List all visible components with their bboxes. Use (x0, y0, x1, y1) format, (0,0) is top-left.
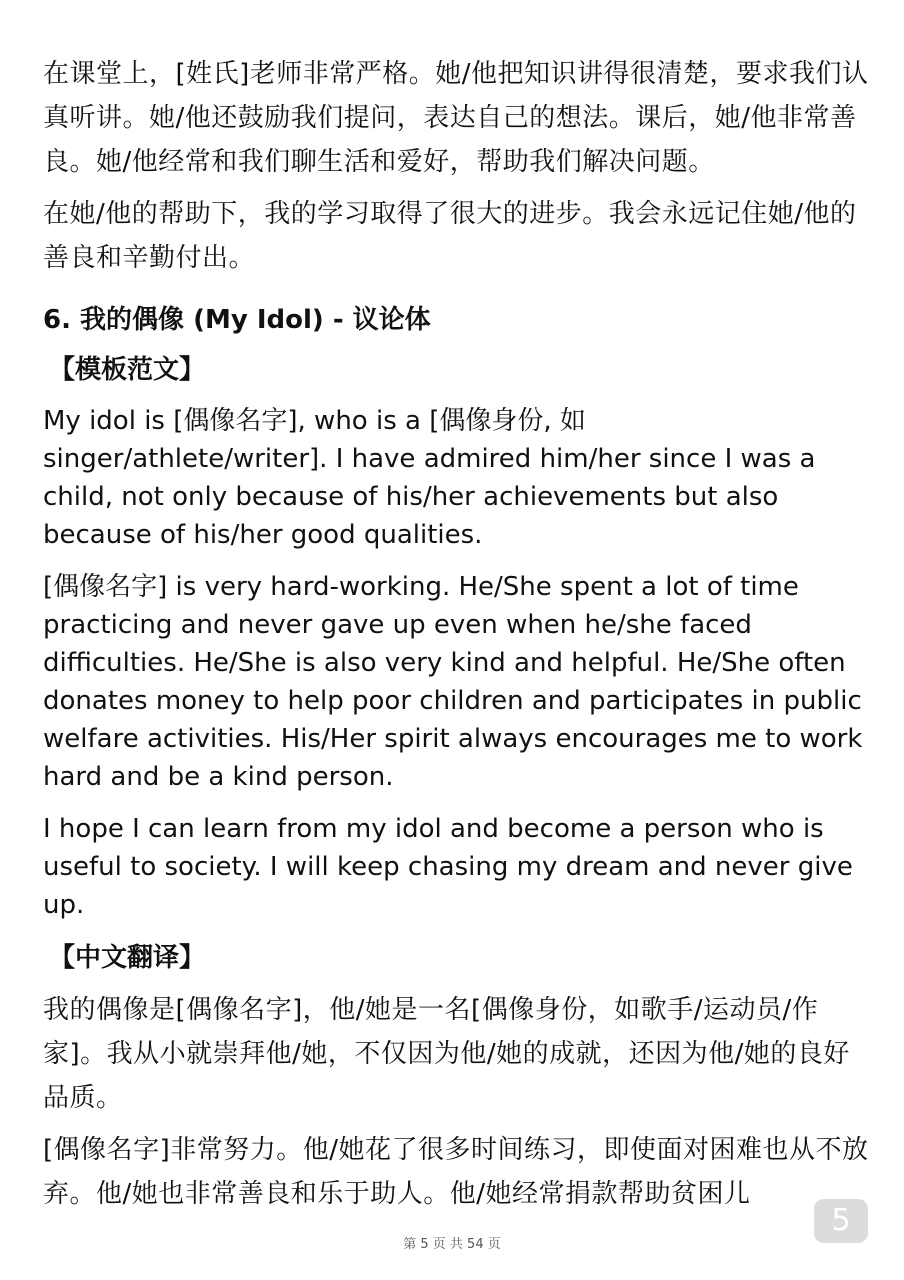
paragraph-teacher-help: 在她/他的帮助下，我的学习取得了很大的进步。我会永远记住她/他的善良和辛勤付出。 (43, 199, 857, 273)
template-heading: 【模板范文】 (49, 355, 206, 385)
page-number-badge: 5 (814, 1199, 868, 1243)
page-footer: 第 5 页 共 54 页 (403, 1237, 501, 1252)
chinese-paragraph-1: 我的偶像是[偶像名字]，他/她是一名[偶像身份，如歌手/运动员/作家]。我从小就崇拜他/她，不仅因为他/她的成就，还因为他/她的良好品质。 (43, 995, 850, 1113)
translation-heading: 【中文翻译】 (49, 943, 206, 973)
english-paragraph-3: I hope I can learn from my idol and become a person who is useful to society. I will keep chasing my dream and never give up. (43, 814, 853, 920)
chinese-paragraph-2: [偶像名字]非常努力。他/她花了很多时间练习，即使面对困难也从不放弃。他/她也非常善良和乐于助人。他/她经常捐款帮助贫困儿 (43, 1135, 869, 1209)
english-paragraph-1: My idol is [偶像名字], who is a [偶像身份, 如 singer/athlete/writer]. I have admired him/her since I was a child, not only because of his/her achievements but also because of his/her good qualities. (43, 406, 816, 550)
section-title: 6. 我的偶像 (My Idol) - 议论体 (43, 305, 431, 335)
english-paragraph-2: [偶像名字] is very hard-working. He/She spent a lot of time practicing and never gave up even when he/she faced difficulties. He/She is also very kind and helpful. He/She often donates money to help poor children and participates in public welfare activities. His/Her spirit always encourages me to work hard and be a kind person. (43, 572, 863, 792)
paragraph-teacher-classroom: 在课堂上，[姓氏]老师非常严格。她/他把知识讲得很清楚，要求我们认真听讲。她/他还鼓励我们提问，表达自己的想法。课后，她/他非常善良。她/他经常和我们聊生活和爱好，帮助我们解决问题。 (43, 59, 869, 177)
document-page (43, 52, 873, 1216)
